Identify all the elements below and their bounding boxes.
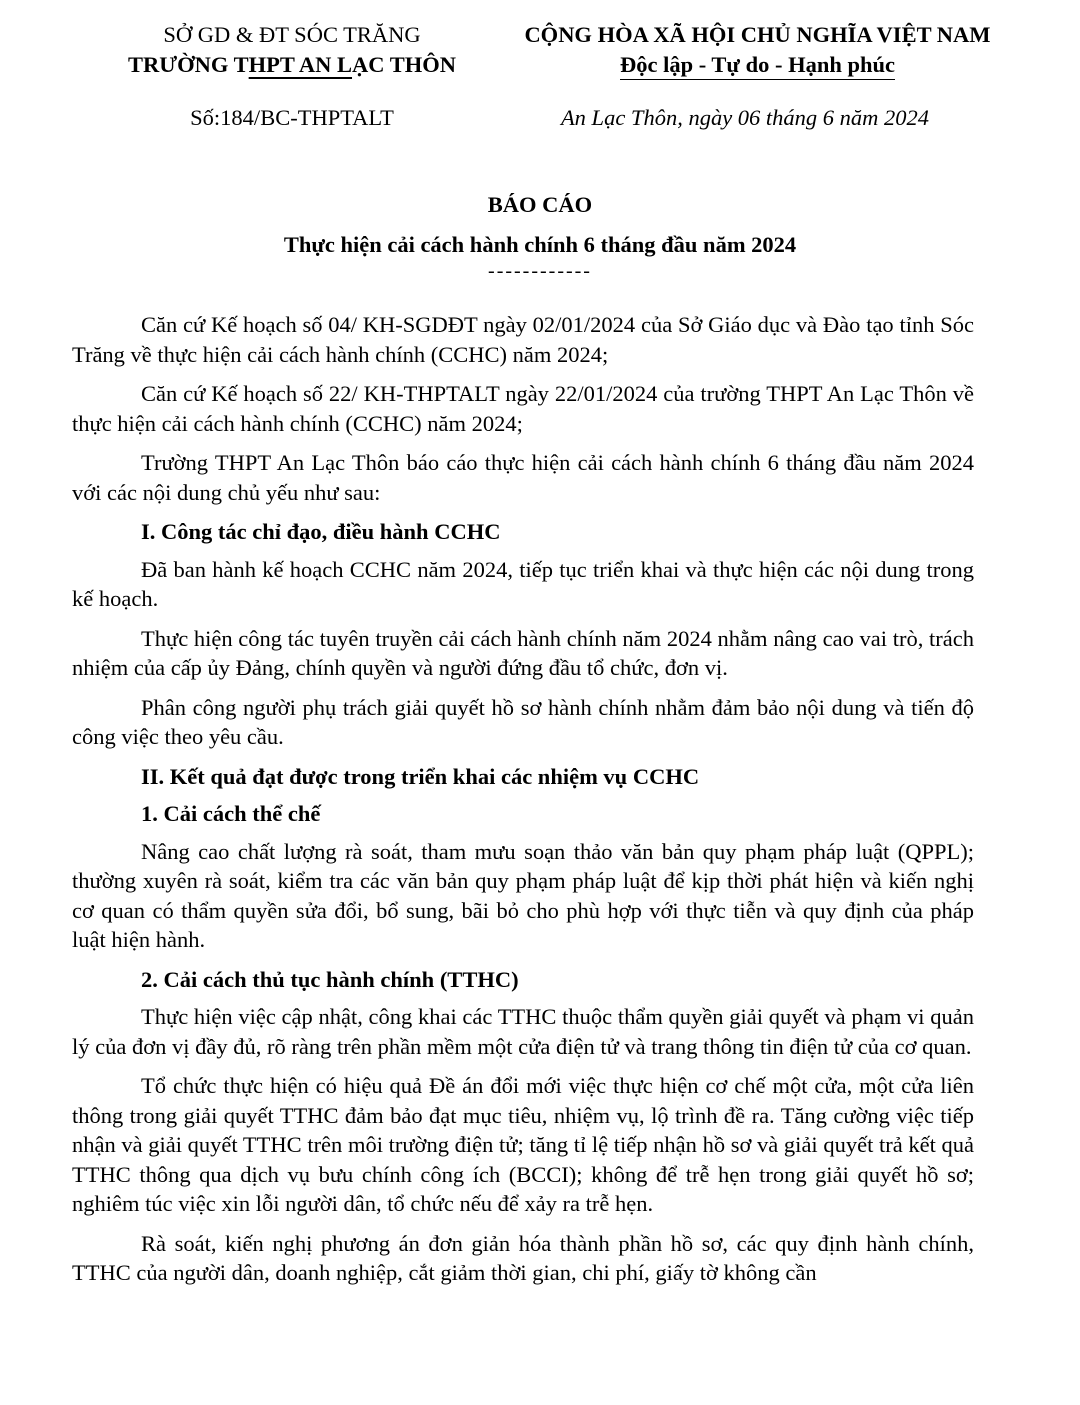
document-title: BÁO CÁO xyxy=(487,192,593,217)
school-name xyxy=(62,50,522,80)
paragraph: Tổ chức thực hiện có hiệu quả Đề án đổi mới việc thực hiện cơ chế một cửa, một cửa liên thông trong giải quyết TTHC đảm bảo đạt mục tiêu, nhiệm vụ, lộ trình đề ra. Tăng cường việc tiếp nhận và giải quyết TTHC trên môi trường điện tử; tăng tỉ lệ tiếp nhận hồ sơ và giải quyết trả kết quả TTHC thông qua dịch vụ bưu chính công ích (BCCI); không để trễ hẹn trong giải quyết hồ sơ; nghiêm túc việc xin lỗi người dân, tổ chức nếu để xảy ra trễ hẹn. xyxy=(72,1073,974,1216)
paragraph: Rà soát, kiến nghị phương án đơn giản hóa thành phần hồ sơ, các quy định hành chính, TTHC của người dân, doanh nghiệp, cắt giảm thời gian, chi phí, giấy tờ không cần xyxy=(72,1230,974,1285)
school-name-part2: HPT AN L xyxy=(248,52,353,77)
paragraph: Phân công người phụ trách giải quyết hồ sơ hành chính nhằm đảm bảo nội dung và tiến độ công việc theo yêu cầu. xyxy=(72,694,974,749)
paragraph: Căn cứ Kế hoạch số 22/ KH-THPTALT ngày 22/01/2024 của trường THPT An Lạc Thôn về thực hiện cải cách hành chính (CCHC) năm 2024; xyxy=(72,381,974,436)
paragraph: Trường THPT An Lạc Thôn báo cáo thực hiện cải cách hành chính 6 tháng đầu năm 2024 với các nội dung chủ yếu như sau: xyxy=(72,450,974,505)
national-header-block xyxy=(485,20,1030,80)
document-body xyxy=(72,310,974,1298)
place-and-date: An Lạc Thôn, ngày 06 tháng 6 năm 2024 xyxy=(560,105,930,130)
parent-agency: SỞ GD & ĐT SÓC TRĂNG xyxy=(163,22,421,47)
subsection-heading: 1. Cải cách thể chế xyxy=(141,801,321,826)
national-motto: Độc lập - Tự do - Hạnh phúc xyxy=(620,52,895,80)
school-name-part3: ẠC THÔN xyxy=(352,52,456,77)
national-title: CỘNG HÒA XÃ HỘI CHỦ NGHĨA VIỆT NAM xyxy=(524,22,991,47)
document-number: Số:184/BC-THPTALT xyxy=(190,105,394,130)
national-motto-wrap xyxy=(485,50,1030,80)
issuing-agency-block xyxy=(62,20,522,80)
subsection-heading: 2. Cải cách thủ tục hành chính (TTHC) xyxy=(141,966,519,992)
paragraph: Đã ban hành kế hoạch CCHC năm 2024, tiếp tục triển khai và thực hiện các nội dung trong kế hoạch. xyxy=(72,556,974,611)
document-subtitle: Thực hiện cải cách hành chính 6 tháng đầu năm 2024 xyxy=(283,232,797,257)
paragraph: Nâng cao chất lượng rà soát, tham mưu soạn thảo văn bản quy phạm pháp luật (QPPL); thường xuyên rà soát, kiểm tra các văn bản quy phạm pháp luật để kịp thời phát hiện và kiến nghị cơ quan có thẩm quyền sửa đổi, bổ sung, bãi bỏ cho phù hợp với thực tiễn và quy định của pháp luật hiện hành. xyxy=(72,838,974,952)
paragraph: Thực hiện công tác tuyên truyền cải cách hành chính năm 2024 nhằm nâng cao vai trò, trách nhiệm của cấp ủy Đảng, chính quyền và người đứng đầu tổ chức, đơn vị. xyxy=(72,625,974,680)
paragraph: Thực hiện việc cập nhật, công khai các TTHC thuộc thẩm quyền giải quyết và phạm vi quản lý của đơn vị đầy đủ, rõ ràng trên phần mềm một cửa điện tử và trang thông tin điện tử của cơ quan. xyxy=(72,1004,974,1059)
paragraph: Căn cứ Kế hoạch số 04/ KH-SGDĐT ngày 02/01/2024 của Sở Giáo dục và Đào tạo tỉnh Sóc Trăng về thực hiện cải cách hành chính (CCHC) năm 2024; xyxy=(72,312,974,367)
school-name-part1: TRƯỜNG T xyxy=(128,52,249,77)
section-heading: I. Công tác chỉ đạo, điều hành CCHC xyxy=(141,519,501,544)
section-heading: II. Kết quả đạt được trong triển khai các nhiệm vụ CCHC xyxy=(141,763,700,789)
title-separator: ------------ xyxy=(488,260,592,282)
